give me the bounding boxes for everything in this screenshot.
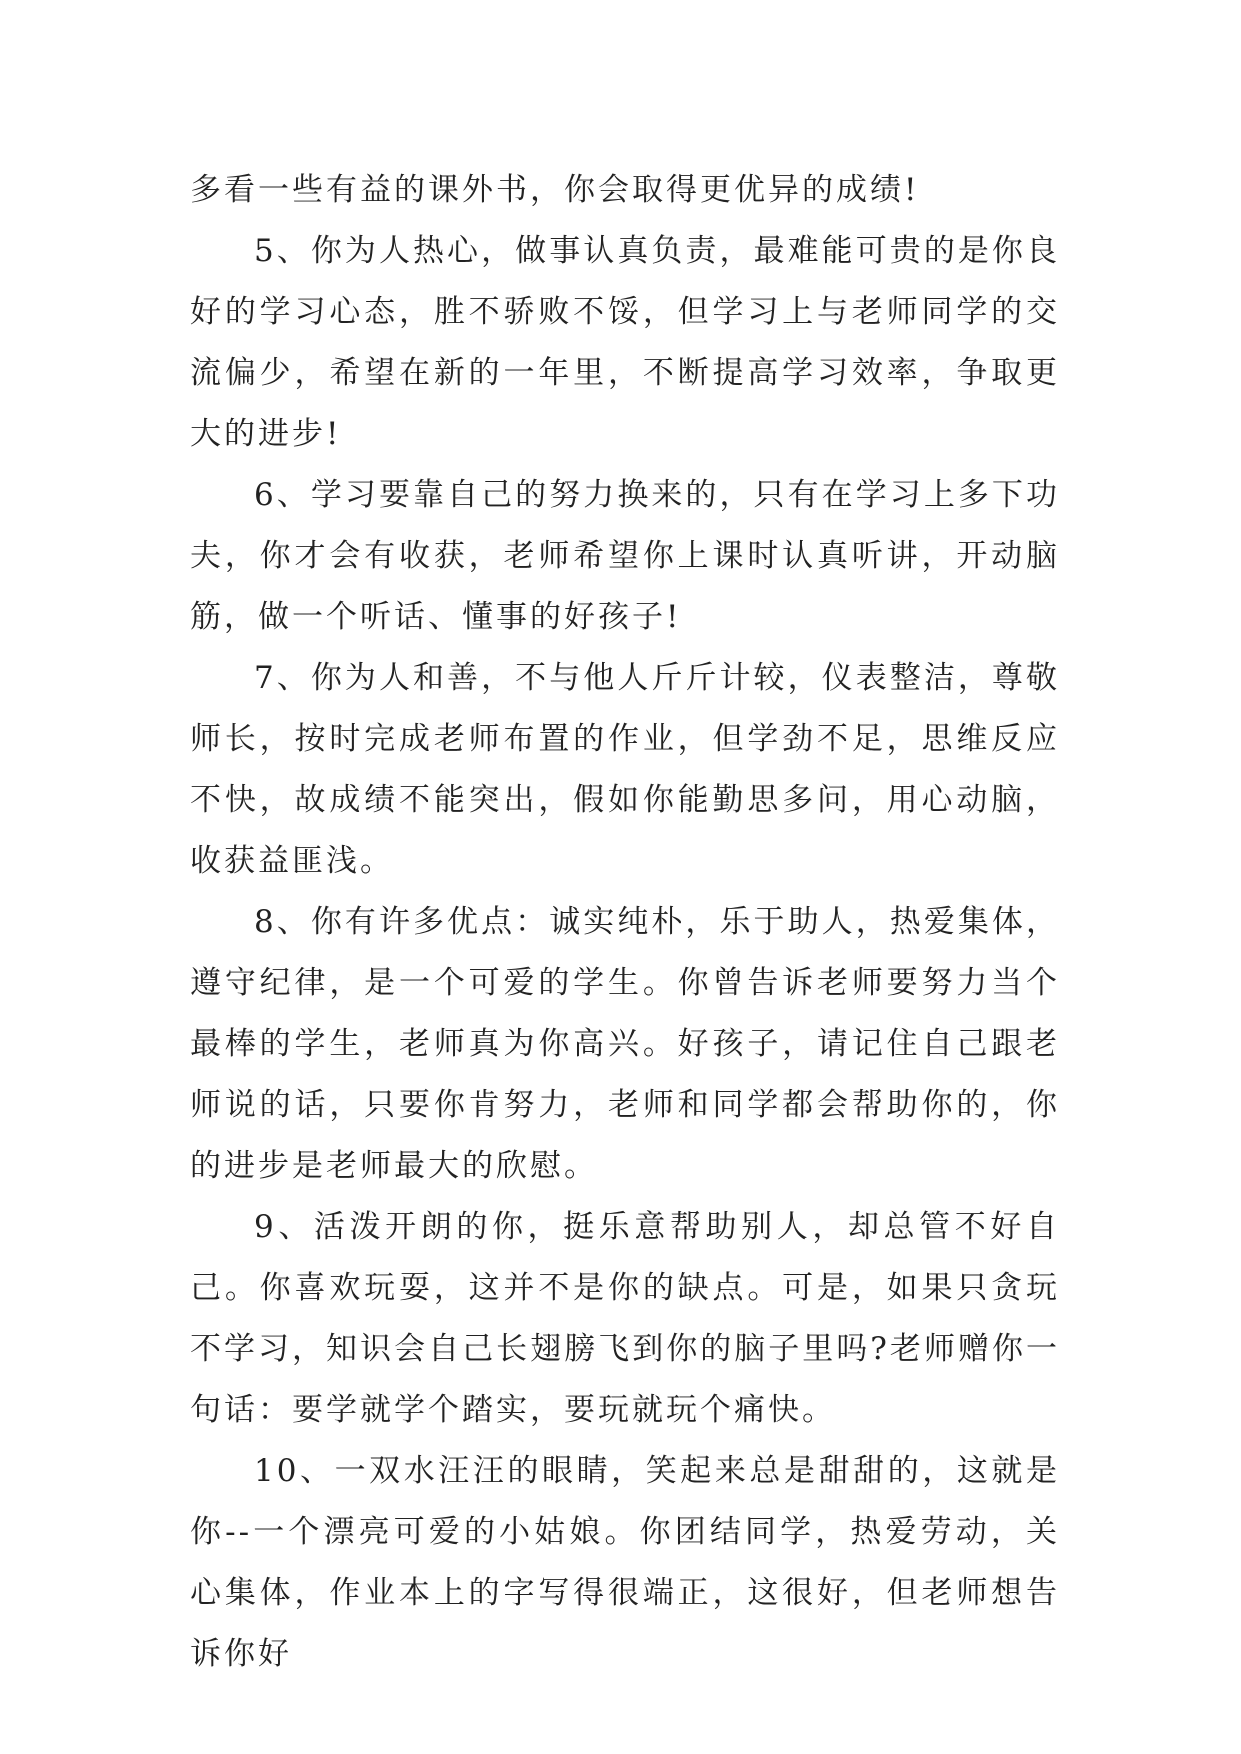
paragraph-continuation: 多看一些有益的课外书，你会取得更优异的成绩!	[190, 172, 920, 208]
paragraph-comment-8: 8、你有许多优点：诚实纯朴，乐于助人，热爱集体，遵守纪律，是一个可爱的学生。你曾告诉老师要努力当个最棒的学生，老师真为你高兴。好孩子，请记住自己跟老师说的话，只要你肯努力，老师和同学都会帮助你的，你的进步是老师最大的欣慰。	[190, 904, 1060, 1184]
paragraph-comment-5: 5、你为人热心，做事认真负责，最难能可贵的是你良好的学习心态，胜不骄败不馁，但学习上与老师同学的交流偏少，希望在新的一年里，不断提高学习效率，争取更大的进步!	[190, 233, 1060, 452]
paragraph-comment-9: 9、活泼开朗的你，挺乐意帮助别人，却总管不好自己。你喜欢玩耍，这并不是你的缺点。可是，如果只贪玩不学习，知识会自己长翅膀飞到你的脑子里吗?老师赠你一句话：要学就学个踏实，要玩就玩个痛快。	[190, 1209, 1060, 1428]
document-body	[190, 160, 1060, 1685]
paragraph-comment-6: 6、学习要靠自己的努力换来的，只有在学习上多下功夫，你才会有收获，老师希望你上课时认真听讲，开动脑筋，做一个听话、懂事的好孩子!	[190, 477, 1060, 635]
paragraph-comment-7: 7、你为人和善，不与他人斤斤计较，仪表整洁，尊敬师长，按时完成老师布置的作业，但学劲不足，思维反应不快，故成绩不能突出，假如你能勤思多问，用心动脑，收获益匪浅。	[190, 660, 1060, 879]
paragraph-comment-10: 10、一双水汪汪的眼睛，笑起来总是甜甜的，这就是你--一个漂亮可爱的小姑娘。你团结同学，热爱劳动，关心集体，作业本上的字写得很端正，这很好，但老师想告诉你好	[190, 1453, 1060, 1672]
